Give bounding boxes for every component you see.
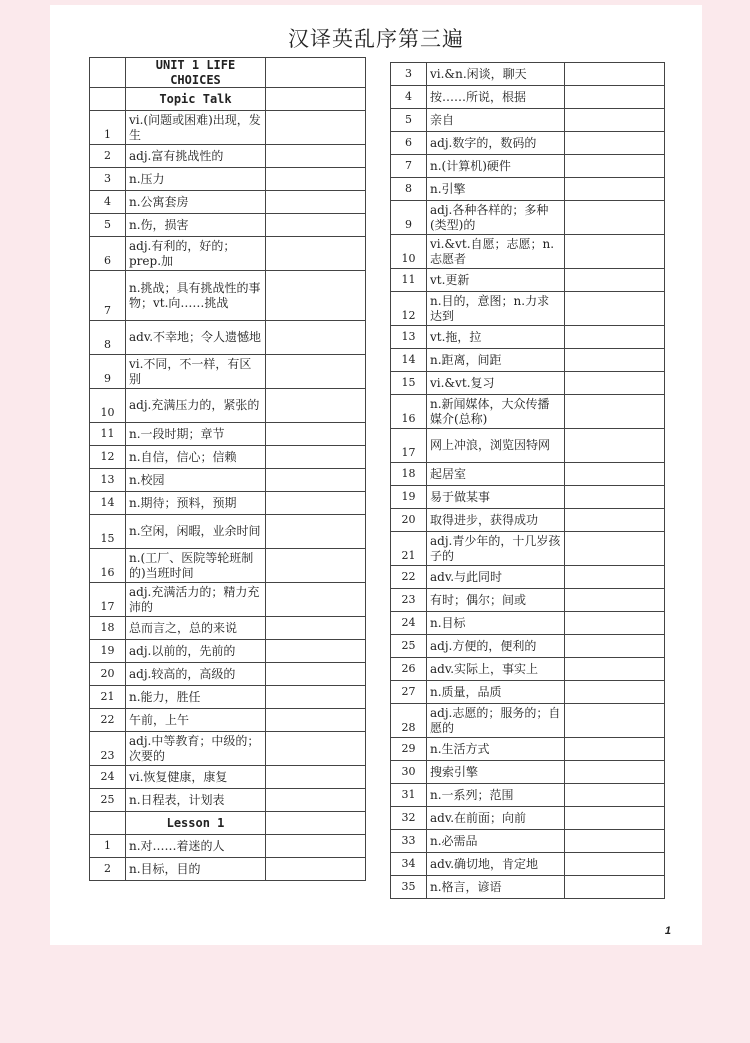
chinese-definition: n.期待；预料，预期 [126, 492, 266, 515]
table-row [90, 835, 366, 858]
answer-cell[interactable] [266, 145, 366, 168]
table-row [391, 86, 665, 109]
unit-title-row [90, 58, 366, 88]
chinese-definition: n.伤，损害 [126, 214, 266, 237]
chinese-definition: adv.实际上，事实上 [427, 658, 565, 681]
answer-cell[interactable] [266, 766, 366, 789]
table-row [391, 292, 665, 326]
answer-cell[interactable] [565, 761, 665, 784]
chinese-definition: adj.中等教育；中级的；次要的 [126, 732, 266, 766]
table-row [90, 237, 366, 271]
vocab-table-right [390, 62, 665, 899]
chinese-definition: adv.与此同时 [427, 566, 565, 589]
chinese-definition: vi.不同，不一样，有区别 [126, 355, 266, 389]
table-row [90, 583, 366, 617]
answer-cell[interactable] [565, 566, 665, 589]
vocab-table-left [89, 57, 366, 881]
row-number: 17 [90, 583, 126, 617]
row-number: 16 [391, 395, 427, 429]
chinese-definition: vi.&n.闲谈，聊天 [427, 63, 565, 86]
chinese-definition: n.目的，意图；n.力求达到 [427, 292, 565, 326]
chinese-definition: 搜索引擎 [427, 761, 565, 784]
chinese-definition: n.必需品 [427, 830, 565, 853]
answer-cell[interactable] [565, 395, 665, 429]
chinese-definition: 网上冲浪，浏览因特网 [427, 429, 565, 463]
answer-cell[interactable] [565, 463, 665, 486]
answer-cell[interactable] [266, 515, 366, 549]
table-row [391, 429, 665, 463]
table-row [391, 566, 665, 589]
row-number: 19 [391, 486, 427, 509]
table-row [90, 111, 366, 145]
row-number: 4 [90, 191, 126, 214]
table-row [391, 326, 665, 349]
answer-cell[interactable] [266, 446, 366, 469]
chinese-definition: n.空闲，闲暇，业余时间 [126, 515, 266, 549]
table-row [90, 858, 366, 881]
table-row [391, 372, 665, 395]
chinese-definition: n.校园 [126, 469, 266, 492]
table-row [90, 389, 366, 423]
answer-cell[interactable] [266, 583, 366, 617]
chinese-definition: 有时；偶尔；间或 [427, 589, 565, 612]
answer-cell[interactable] [266, 168, 366, 191]
row-number: 27 [391, 681, 427, 704]
answer-cell[interactable] [565, 486, 665, 509]
answer-cell[interactable] [266, 549, 366, 583]
chinese-definition: adj.富有挑战性的 [126, 145, 266, 168]
chinese-definition: 总而言之，总的来说 [126, 617, 266, 640]
table-row [391, 589, 665, 612]
answer-cell[interactable] [565, 429, 665, 463]
answer-cell[interactable] [266, 469, 366, 492]
chinese-definition: n.日程表，计划表 [126, 789, 266, 812]
chinese-definition: adj.充满压力的，紧张的 [126, 389, 266, 423]
answer-cell[interactable] [266, 492, 366, 515]
chinese-definition: n.目标，目的 [126, 858, 266, 881]
row-number: 22 [391, 566, 427, 589]
answer-cell[interactable] [565, 738, 665, 761]
chinese-definition: adj.各种各样的；多种(类型)的 [427, 201, 565, 235]
row-number: 14 [90, 492, 126, 515]
table-row [391, 784, 665, 807]
table-row [391, 109, 665, 132]
section-title-row [90, 812, 366, 835]
answer-cell[interactable] [266, 709, 366, 732]
answer-cell[interactable] [565, 876, 665, 899]
row-number: 25 [391, 635, 427, 658]
table-row [391, 201, 665, 235]
row-number: 11 [90, 423, 126, 446]
row-number: 16 [90, 549, 126, 583]
table-row [90, 168, 366, 191]
answer-cell[interactable] [565, 109, 665, 132]
answer-cell[interactable] [565, 349, 665, 372]
table-row [391, 509, 665, 532]
table-row [391, 704, 665, 738]
row-number: 26 [391, 658, 427, 681]
chinese-definition: 亲自 [427, 109, 565, 132]
row-number: 35 [391, 876, 427, 899]
row-number: 29 [391, 738, 427, 761]
page-title: 汉译英乱序第三遍 [288, 27, 464, 51]
answer-cell[interactable] [266, 214, 366, 237]
table-row [391, 681, 665, 704]
answer-cell[interactable] [565, 178, 665, 201]
table-row [391, 612, 665, 635]
row-number: 1 [90, 111, 126, 145]
answer-cell[interactable] [266, 835, 366, 858]
chinese-definition: n.自信，信心；信赖 [126, 446, 266, 469]
chinese-definition: n.(工厂、医院等轮班制的)当班时间 [126, 549, 266, 583]
row-number: 8 [90, 321, 126, 355]
row-number: 4 [391, 86, 427, 109]
worksheet-page [50, 5, 702, 945]
chinese-definition: vt.更新 [427, 269, 565, 292]
row-number: 18 [391, 463, 427, 486]
answer-cell[interactable] [266, 111, 366, 145]
chinese-definition: n.公寓套房 [126, 191, 266, 214]
answer-cell[interactable] [266, 355, 366, 389]
chinese-definition: n.对……着迷的人 [126, 835, 266, 858]
row-number: 15 [90, 515, 126, 549]
table-row [391, 63, 665, 86]
row-number: 20 [90, 663, 126, 686]
row-number: 15 [391, 372, 427, 395]
row-number: 7 [391, 155, 427, 178]
chinese-definition: adv.在前面；向前 [427, 807, 565, 830]
table-row [391, 269, 665, 292]
table-row [90, 617, 366, 640]
chinese-definition: n.能力，胜任 [126, 686, 266, 709]
chinese-definition: vi.(问题或困难)出现，发生 [126, 111, 266, 145]
chinese-definition: n.距离，间距 [427, 349, 565, 372]
row-number: 14 [391, 349, 427, 372]
chinese-definition: n.一系列；范围 [427, 784, 565, 807]
table-row [90, 145, 366, 168]
answer-cell[interactable] [565, 235, 665, 269]
answer-cell[interactable] [565, 532, 665, 566]
answer-cell[interactable] [266, 271, 366, 321]
chinese-definition: n.压力 [126, 168, 266, 191]
answer-cell[interactable] [266, 858, 366, 881]
row-number: 25 [90, 789, 126, 812]
row-number: 12 [90, 446, 126, 469]
chinese-definition: n.引擎 [427, 178, 565, 201]
chinese-definition: adv.确切地，肯定地 [427, 853, 565, 876]
row-number: 10 [391, 235, 427, 269]
row-number: 31 [391, 784, 427, 807]
answer-cell[interactable] [565, 612, 665, 635]
table-row [90, 423, 366, 446]
row-number: 21 [90, 686, 126, 709]
answer-cell[interactable] [266, 732, 366, 766]
row-number: 2 [90, 858, 126, 881]
row-number: 19 [90, 640, 126, 663]
table-row [391, 349, 665, 372]
answer-cell[interactable] [565, 704, 665, 738]
table-row [391, 876, 665, 899]
answer-cell[interactable] [565, 372, 665, 395]
answer-cell[interactable] [266, 237, 366, 271]
row-number: 9 [90, 355, 126, 389]
row-number: 24 [391, 612, 427, 635]
row-number: 7 [90, 271, 126, 321]
row-number: 3 [391, 63, 427, 86]
answer-cell[interactable] [266, 812, 366, 835]
chinese-definition: adj.方便的，便利的 [427, 635, 565, 658]
answer-cell[interactable] [266, 321, 366, 355]
row-number: 5 [90, 214, 126, 237]
chinese-definition: n.新闻媒体，大众传播媒介(总称) [427, 395, 565, 429]
answer-cell[interactable] [565, 292, 665, 326]
section-title-row [90, 88, 366, 111]
answer-cell[interactable] [565, 589, 665, 612]
row-number: 8 [391, 178, 427, 201]
row-number: 13 [391, 326, 427, 349]
answer-cell[interactable] [565, 681, 665, 704]
answer-cell[interactable] [565, 132, 665, 155]
row-number: 23 [90, 732, 126, 766]
chinese-definition: vi.恢复健康，康复 [126, 766, 266, 789]
row-number: 21 [391, 532, 427, 566]
chinese-definition: adj.以前的，先前的 [126, 640, 266, 663]
answer-cell[interactable] [565, 63, 665, 86]
row-number: 10 [90, 389, 126, 423]
chinese-definition: n.格言，谚语 [427, 876, 565, 899]
answer-cell[interactable] [266, 663, 366, 686]
chinese-definition: vi.&vt.复习 [427, 372, 565, 395]
chinese-definition: n.一段时期；章节 [126, 423, 266, 446]
chinese-definition: vt.拖，拉 [427, 326, 565, 349]
table-row [391, 761, 665, 784]
row-number: 17 [391, 429, 427, 463]
chinese-definition: n.质量，品质 [427, 681, 565, 704]
table-row [391, 463, 665, 486]
chinese-definition: adj.充满活力的；精力充沛的 [126, 583, 266, 617]
answer-cell[interactable] [565, 155, 665, 178]
table-row [90, 766, 366, 789]
table-row [391, 853, 665, 876]
answer-cell[interactable] [266, 789, 366, 812]
table-row [90, 640, 366, 663]
table-row [391, 486, 665, 509]
answer-cell[interactable] [565, 201, 665, 235]
answer-cell[interactable] [266, 423, 366, 446]
row-number: 30 [391, 761, 427, 784]
section-heading: Topic Talk [126, 88, 266, 111]
table-row [391, 395, 665, 429]
table-row [391, 235, 665, 269]
table-row [90, 709, 366, 732]
answer-cell[interactable] [565, 658, 665, 681]
answer-cell[interactable] [266, 389, 366, 423]
page-number: 1 [664, 925, 671, 937]
row-number: 34 [391, 853, 427, 876]
section-heading: UNIT 1 LIFE CHOICES [126, 58, 266, 88]
row-number: 12 [391, 292, 427, 326]
row-number: 32 [391, 807, 427, 830]
chinese-definition: adj.青少年的，十几岁孩子的 [427, 532, 565, 566]
table-row [90, 492, 366, 515]
row-number: 1 [90, 835, 126, 858]
answer-cell[interactable] [266, 58, 366, 88]
row-number: 11 [391, 269, 427, 292]
chinese-definition: n.目标 [427, 612, 565, 635]
row-number: 28 [391, 704, 427, 738]
answer-cell[interactable] [565, 326, 665, 349]
table-row [90, 515, 366, 549]
chinese-definition: n.挑战；具有挑战性的事物；vt.向……挑战 [126, 271, 266, 321]
blank-cell [90, 58, 126, 88]
answer-cell[interactable] [565, 635, 665, 658]
table-row [391, 807, 665, 830]
chinese-definition: adv.不幸地；令人遗憾地 [126, 321, 266, 355]
row-number: 18 [90, 617, 126, 640]
row-number: 24 [90, 766, 126, 789]
chinese-definition: 按……所说，根据 [427, 86, 565, 109]
table-row [391, 635, 665, 658]
blank-cell [90, 88, 126, 111]
chinese-definition: 易于做某事 [427, 486, 565, 509]
row-number: 5 [391, 109, 427, 132]
table-row [391, 178, 665, 201]
row-number: 2 [90, 145, 126, 168]
answer-cell[interactable] [266, 191, 366, 214]
chinese-definition: adj.数字的，数码的 [427, 132, 565, 155]
chinese-definition: 起居室 [427, 463, 565, 486]
table-row [90, 469, 366, 492]
row-number: 9 [391, 201, 427, 235]
row-number: 13 [90, 469, 126, 492]
table-row [391, 658, 665, 681]
answer-cell[interactable] [565, 830, 665, 853]
chinese-definition: 取得进步，获得成功 [427, 509, 565, 532]
row-number: 20 [391, 509, 427, 532]
table-row [90, 446, 366, 469]
table-row [90, 789, 366, 812]
chinese-definition: adj.有利的，好的；prep.加 [126, 237, 266, 271]
table-row [90, 214, 366, 237]
row-number: 3 [90, 168, 126, 191]
table-row [90, 549, 366, 583]
table-row [90, 271, 366, 321]
row-number: 33 [391, 830, 427, 853]
section-heading: Lesson 1 [126, 812, 266, 835]
row-number: 23 [391, 589, 427, 612]
table-row [90, 732, 366, 766]
table-row [90, 191, 366, 214]
answer-cell[interactable] [266, 686, 366, 709]
answer-cell[interactable] [565, 509, 665, 532]
blank-cell [90, 812, 126, 835]
answer-cell[interactable] [565, 269, 665, 292]
answer-cell[interactable] [266, 617, 366, 640]
table-row [391, 532, 665, 566]
answer-cell[interactable] [565, 807, 665, 830]
table-row [90, 663, 366, 686]
chinese-definition: vi.&vt.自愿；志愿；n.志愿者 [427, 235, 565, 269]
answer-cell[interactable] [565, 86, 665, 109]
table-row [391, 132, 665, 155]
answer-cell[interactable] [266, 640, 366, 663]
chinese-definition: n.生活方式 [427, 738, 565, 761]
answer-cell[interactable] [565, 853, 665, 876]
chinese-definition: n.(计算机)硬件 [427, 155, 565, 178]
chinese-definition: adj.较高的，高级的 [126, 663, 266, 686]
answer-cell[interactable] [565, 784, 665, 807]
table-row [90, 321, 366, 355]
answer-cell[interactable] [266, 88, 366, 111]
row-number: 6 [391, 132, 427, 155]
row-number: 6 [90, 237, 126, 271]
table-row [90, 355, 366, 389]
table-row [391, 155, 665, 178]
chinese-definition: adj.志愿的；服务的；自愿的 [427, 704, 565, 738]
table-row [391, 830, 665, 853]
row-number: 22 [90, 709, 126, 732]
table-row [90, 686, 366, 709]
table-row [391, 738, 665, 761]
chinese-definition: 午前，上午 [126, 709, 266, 732]
